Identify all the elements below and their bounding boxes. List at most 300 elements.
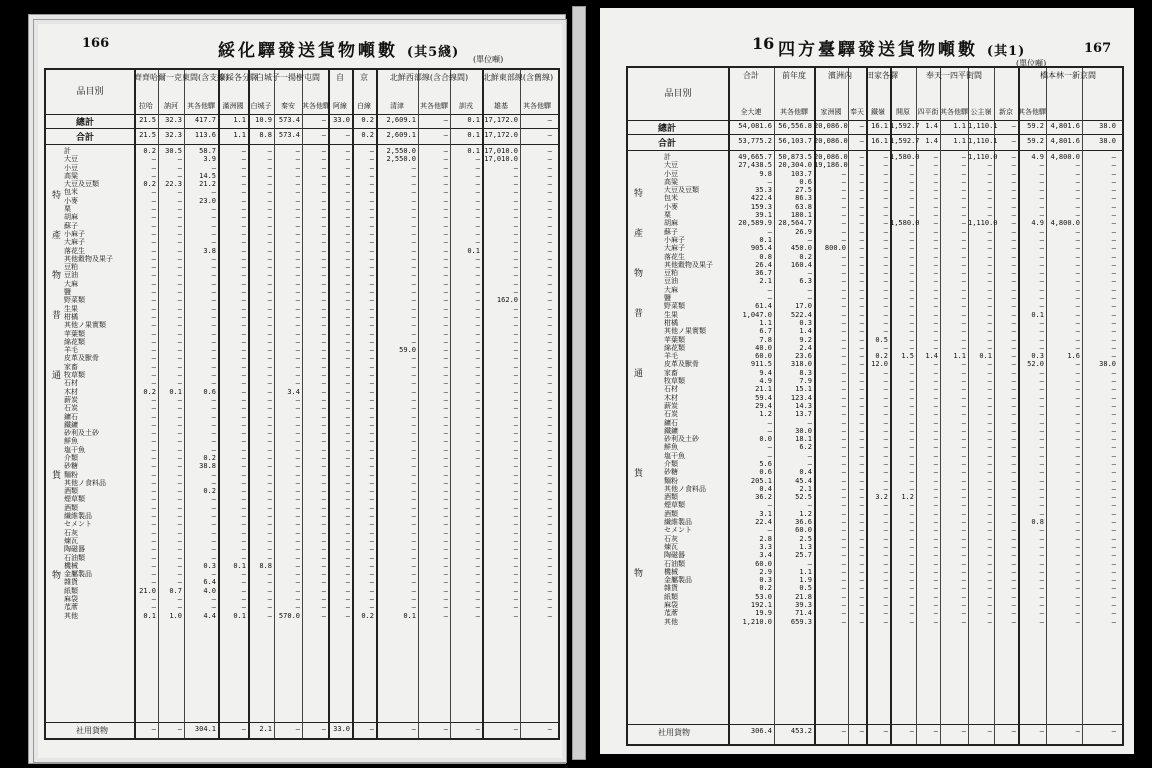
data-cell: 27.5 <box>795 186 812 195</box>
data-cell: — <box>883 617 888 626</box>
data-cell: — <box>345 321 350 330</box>
data-cell: — <box>547 371 552 380</box>
data-cell: — <box>841 509 846 518</box>
data-cell: — <box>1111 277 1116 286</box>
data-cell: — <box>987 476 992 485</box>
data-cell: — <box>933 468 938 477</box>
data-cell: — <box>211 437 216 446</box>
data-cell: — <box>443 520 448 529</box>
data-cell: — <box>321 238 326 247</box>
footer-value: — <box>475 725 480 733</box>
data-cell: — <box>841 252 846 261</box>
header-sub-column: 鐵嶺 <box>871 108 885 116</box>
footer-value: — <box>909 727 914 735</box>
data-cell: — <box>1111 294 1116 303</box>
data-cell: — <box>987 484 992 493</box>
category-label: 物 <box>50 570 60 579</box>
data-cell: 59.0 <box>399 346 416 355</box>
data-cell: — <box>475 462 480 471</box>
data-cell: — <box>475 163 480 172</box>
data-cell: — <box>961 377 966 386</box>
data-cell: — <box>909 277 914 286</box>
item-name: 小麥 <box>664 202 678 211</box>
data-cell: — <box>841 186 846 195</box>
data-cell: — <box>841 401 846 410</box>
data-cell: — <box>411 553 416 562</box>
data-cell: — <box>345 288 350 297</box>
data-cell: — <box>151 595 156 604</box>
data-cell: — <box>1011 551 1016 560</box>
data-cell: — <box>987 169 992 178</box>
data-cell: — <box>345 296 350 305</box>
data-cell: — <box>859 252 864 261</box>
data-cell: — <box>211 304 216 313</box>
data-cell: — <box>443 221 448 230</box>
data-cell: — <box>547 188 552 197</box>
data-cell: — <box>1011 177 1016 186</box>
data-cell: — <box>841 327 846 336</box>
data-cell: — <box>345 429 350 438</box>
data-cell: — <box>961 161 966 170</box>
data-cell: — <box>295 329 300 338</box>
data-cell: 0.5 <box>875 335 888 344</box>
data-cell: — <box>1011 352 1016 361</box>
item-name: 豆粕 <box>64 263 78 272</box>
data-cell: — <box>1111 576 1116 585</box>
data-cell: — <box>987 601 992 610</box>
data-cell: — <box>321 346 326 355</box>
data-cell: — <box>211 279 216 288</box>
data-cell: — <box>1011 161 1016 170</box>
data-cell: — <box>547 155 552 164</box>
data-cell: — <box>345 263 350 272</box>
data-cell: — <box>547 221 552 230</box>
data-cell: 1.4 <box>925 352 938 361</box>
data-cell: — <box>345 462 350 471</box>
data-cell: — <box>961 609 966 618</box>
data-cell: — <box>411 271 416 280</box>
subtotal-row-value: 573.4 <box>278 131 300 139</box>
data-cell: — <box>909 385 914 394</box>
item-name: 石炭 <box>664 410 678 419</box>
data-cell: — <box>475 420 480 429</box>
data-cell: — <box>547 520 552 529</box>
total-row-value: — <box>321 116 326 124</box>
data-cell: — <box>345 595 350 604</box>
item-name: 木材 <box>664 393 678 402</box>
data-cell: — <box>369 487 374 496</box>
data-cell: — <box>807 559 812 568</box>
item-name: 薪炭 <box>64 395 78 404</box>
data-cell: — <box>909 410 914 419</box>
data-cell: — <box>295 321 300 330</box>
data-cell: — <box>321 603 326 612</box>
data-cell: — <box>267 487 272 496</box>
data-cell: — <box>411 188 416 197</box>
data-cell: — <box>909 559 914 568</box>
data-cell: — <box>547 196 552 205</box>
data-cell: — <box>961 227 966 236</box>
data-cell: — <box>883 401 888 410</box>
data-cell: 1.5 <box>901 352 914 361</box>
data-cell: — <box>443 545 448 554</box>
data-cell: — <box>1111 493 1116 502</box>
data-cell: — <box>909 576 914 585</box>
data-cell: — <box>513 512 518 521</box>
data-cell: — <box>859 576 864 585</box>
data-cell: — <box>369 188 374 197</box>
data-cell: — <box>1011 302 1016 311</box>
data-cell: — <box>267 520 272 529</box>
data-cell: — <box>295 603 300 612</box>
data-cell: — <box>241 429 246 438</box>
data-cell: — <box>475 155 480 164</box>
data-cell: — <box>267 536 272 545</box>
data-cell: — <box>1011 567 1016 576</box>
data-column <box>728 153 772 626</box>
data-cell: — <box>883 592 888 601</box>
data-cell: — <box>151 553 156 562</box>
data-cell: — <box>369 213 374 222</box>
data-cell: 36.2 <box>755 493 772 502</box>
data-cell: — <box>295 470 300 479</box>
data-cell: — <box>841 435 846 444</box>
data-cell: — <box>859 343 864 352</box>
data-cell: — <box>987 435 992 444</box>
data-cell: — <box>961 194 966 203</box>
data-cell: — <box>1111 269 1116 278</box>
data-cell: — <box>151 478 156 487</box>
total-row-value: 54,081.6 <box>738 122 772 130</box>
data-column <box>352 147 374 620</box>
data-cell: — <box>211 188 216 197</box>
data-cell: — <box>369 395 374 404</box>
data-cell: — <box>321 520 326 529</box>
data-cell: — <box>443 553 448 562</box>
item-name: 綿花類 <box>664 343 685 352</box>
data-cell: — <box>933 576 938 585</box>
data-cell: 8.3 <box>799 368 812 377</box>
data-cell: — <box>547 578 552 587</box>
item-name: 豆油 <box>664 277 678 286</box>
data-cell: — <box>1111 343 1116 352</box>
header-sub-column: 滿洲國 <box>222 102 244 110</box>
data-cell: — <box>295 205 300 214</box>
data-cell: 6.2 <box>799 443 812 452</box>
item-name: 砂利及土砂 <box>64 429 99 438</box>
data-cell: — <box>211 570 216 579</box>
data-cell: — <box>411 329 416 338</box>
data-cell: — <box>859 484 864 493</box>
data-cell: — <box>345 221 350 230</box>
data-cell: — <box>987 252 992 261</box>
data-cell: — <box>513 412 518 421</box>
data-cell: — <box>1039 252 1044 261</box>
data-cell: — <box>1075 601 1080 610</box>
data-cell: — <box>241 312 246 321</box>
data-cell: — <box>961 294 966 303</box>
data-cell: — <box>151 337 156 346</box>
data-cell: — <box>1039 476 1044 485</box>
data-cell: — <box>883 459 888 468</box>
data-cell: 1.2 <box>759 410 772 419</box>
data-cell: — <box>933 327 938 336</box>
data-cell: — <box>987 186 992 195</box>
data-cell: — <box>475 395 480 404</box>
item-name: 皮革及獸骨 <box>64 354 99 363</box>
item-name: 其他 <box>64 611 78 620</box>
data-cell: — <box>1039 202 1044 211</box>
data-cell: 1,580.0 <box>890 153 920 161</box>
data-cell: — <box>933 385 938 394</box>
data-cell: — <box>1075 368 1080 377</box>
data-cell: — <box>841 542 846 551</box>
data-cell: — <box>177 371 182 380</box>
data-cell: — <box>295 528 300 537</box>
data-cell: — <box>443 512 448 521</box>
data-cell: — <box>841 526 846 535</box>
data-cell: — <box>177 528 182 537</box>
data-cell: — <box>177 578 182 587</box>
item-name: 麻袋 <box>664 601 678 610</box>
total-row-value: 417.7 <box>194 116 216 124</box>
data-cell: — <box>411 528 416 537</box>
data-cell: — <box>1111 451 1116 460</box>
data-cell: 71.4 <box>795 609 812 618</box>
data-cell: — <box>909 269 914 278</box>
data-cell: — <box>1075 227 1080 236</box>
data-cell: — <box>151 470 156 479</box>
data-cell: — <box>1039 435 1044 444</box>
data-cell: — <box>411 495 416 504</box>
data-cell: — <box>1011 559 1016 568</box>
data-cell: — <box>1075 211 1080 220</box>
data-cell: 2.1 <box>759 277 772 286</box>
data-cell: 0.3 <box>759 576 772 585</box>
data-cell: — <box>267 429 272 438</box>
footer-value: — <box>547 725 552 733</box>
item-name: セメント <box>664 526 692 535</box>
data-cell: — <box>987 468 992 477</box>
data-cell: — <box>321 578 326 587</box>
data-cell: 0.2 <box>759 584 772 593</box>
item-name: 包米 <box>64 188 78 197</box>
data-cell: — <box>411 578 416 587</box>
item-name: 介類 <box>64 453 78 462</box>
data-cell: — <box>345 246 350 255</box>
data-cell: — <box>987 393 992 402</box>
data-cell: — <box>321 163 326 172</box>
data-cell: — <box>909 393 914 402</box>
data-cell: — <box>1011 360 1016 369</box>
data-cell: — <box>1039 302 1044 311</box>
data-cell: — <box>1075 235 1080 244</box>
data-cell: — <box>411 254 416 263</box>
data-cell: — <box>177 254 182 263</box>
data-cell: — <box>513 470 518 479</box>
data-cell: — <box>267 171 272 180</box>
footer-value: — <box>151 725 156 733</box>
data-cell: 22.3 <box>165 180 182 189</box>
data-cell: — <box>475 412 480 421</box>
data-cell: — <box>1075 377 1080 386</box>
data-cell: — <box>859 269 864 278</box>
data-cell: — <box>1075 252 1080 261</box>
category-label: 物 <box>632 568 642 577</box>
data-column <box>994 153 1016 626</box>
data-cell: — <box>1075 426 1080 435</box>
data-cell: — <box>241 387 246 396</box>
data-cell: — <box>859 534 864 543</box>
data-cell: — <box>1011 609 1016 618</box>
data-cell: — <box>443 312 448 321</box>
data-cell: — <box>1111 153 1116 161</box>
data-cell: — <box>267 188 272 197</box>
data-cell: — <box>513 453 518 462</box>
data-cell: — <box>321 429 326 438</box>
data-cell: 5.6 <box>759 459 772 468</box>
data-cell: — <box>547 147 552 155</box>
left-page <box>38 24 562 758</box>
data-cell: — <box>547 420 552 429</box>
data-cell: — <box>443 254 448 263</box>
data-cell: — <box>841 294 846 303</box>
total-row-value: 1.1 <box>233 116 246 124</box>
data-cell: — <box>151 512 156 521</box>
data-cell: — <box>211 312 216 321</box>
data-cell: — <box>411 462 416 471</box>
data-cell: — <box>513 171 518 180</box>
data-cell: 2.5 <box>799 534 812 543</box>
data-cell: — <box>411 196 416 205</box>
data-cell: — <box>321 362 326 371</box>
data-cell: — <box>513 205 518 214</box>
data-cell: — <box>241 570 246 579</box>
data-cell: — <box>547 271 552 280</box>
item-name: 落花生 <box>664 252 685 261</box>
data-cell: — <box>987 377 992 386</box>
data-cell: — <box>841 343 846 352</box>
data-cell: — <box>1011 509 1016 518</box>
item-name: 皮革及獸骨 <box>664 360 699 369</box>
data-cell: — <box>859 194 864 203</box>
category-label: 普 <box>632 308 642 317</box>
data-cell: — <box>883 294 888 303</box>
data-cell: — <box>909 302 914 311</box>
data-cell: 0.6 <box>799 177 812 186</box>
data-cell: — <box>909 285 914 294</box>
right-page <box>600 8 1134 754</box>
data-cell: — <box>909 443 914 452</box>
data-cell: — <box>961 459 966 468</box>
data-cell: — <box>211 371 216 380</box>
subtotal-row-value: 4,801.6 <box>1050 137 1080 145</box>
data-column <box>274 147 300 620</box>
data-cell: — <box>933 227 938 236</box>
data-cell: — <box>841 360 846 369</box>
data-cell: — <box>1111 584 1116 593</box>
data-cell: — <box>987 576 992 585</box>
footer-value: — <box>177 725 182 733</box>
data-cell: — <box>475 536 480 545</box>
data-cell: — <box>443 603 448 612</box>
data-cell: — <box>369 404 374 413</box>
data-cell: — <box>933 435 938 444</box>
data-cell: — <box>475 304 480 313</box>
data-cell: — <box>841 269 846 278</box>
item-name: 其他ノ食料品 <box>64 478 106 487</box>
total-row-value: 10.9 <box>255 116 272 124</box>
data-cell: — <box>1075 161 1080 170</box>
data-cell: — <box>1111 227 1116 236</box>
data-cell: — <box>961 285 966 294</box>
data-cell: — <box>177 420 182 429</box>
data-cell: — <box>211 520 216 529</box>
data-cell: — <box>345 205 350 214</box>
data-cell: — <box>443 213 448 222</box>
data-cell: — <box>241 296 246 305</box>
data-cell: — <box>1011 244 1016 253</box>
data-cell: — <box>475 561 480 570</box>
data-cell: — <box>933 260 938 269</box>
data-cell: — <box>321 445 326 454</box>
category-label: 特 <box>50 190 60 199</box>
data-cell: — <box>345 304 350 313</box>
item-name: 鹽 <box>664 294 671 303</box>
data-cell: — <box>321 404 326 413</box>
data-cell: — <box>345 445 350 454</box>
data-cell: — <box>1075 592 1080 601</box>
data-cell: — <box>841 518 846 527</box>
data-cell: — <box>345 188 350 197</box>
item-name: 砂利及土砂 <box>664 435 699 444</box>
header-sub-column: 新京 <box>999 108 1013 116</box>
data-cell: — <box>345 337 350 346</box>
data-cell: — <box>411 395 416 404</box>
data-cell: — <box>345 404 350 413</box>
data-cell: — <box>345 279 350 288</box>
data-cell: 53.0 <box>755 592 772 601</box>
data-cell: — <box>883 302 888 311</box>
item-name: 大豆及豆類 <box>64 180 99 189</box>
data-cell: — <box>933 302 938 311</box>
category-label: 產 <box>50 230 60 239</box>
data-cell: — <box>933 484 938 493</box>
data-cell: — <box>859 601 864 610</box>
data-cell: — <box>883 484 888 493</box>
data-cell: — <box>1011 476 1016 485</box>
data-cell: — <box>987 410 992 419</box>
data-cell: — <box>295 462 300 471</box>
data-cell: — <box>961 551 966 560</box>
data-cell: — <box>547 180 552 189</box>
data-column <box>450 147 480 620</box>
data-cell: — <box>1039 186 1044 195</box>
data-cell: — <box>151 246 156 255</box>
data-cell: — <box>443 404 448 413</box>
data-cell: — <box>1039 385 1044 394</box>
data-cell: — <box>961 592 966 601</box>
item-name: 其他穀物及果子 <box>664 260 713 269</box>
data-cell: — <box>151 321 156 330</box>
data-cell: — <box>961 567 966 576</box>
data-cell: — <box>513 545 518 554</box>
data-cell: — <box>177 288 182 297</box>
item-name: 大豆及豆類 <box>664 186 699 195</box>
data-cell: — <box>295 354 300 363</box>
subtotal-row-label: 合計 <box>658 139 677 149</box>
data-cell: — <box>177 312 182 321</box>
